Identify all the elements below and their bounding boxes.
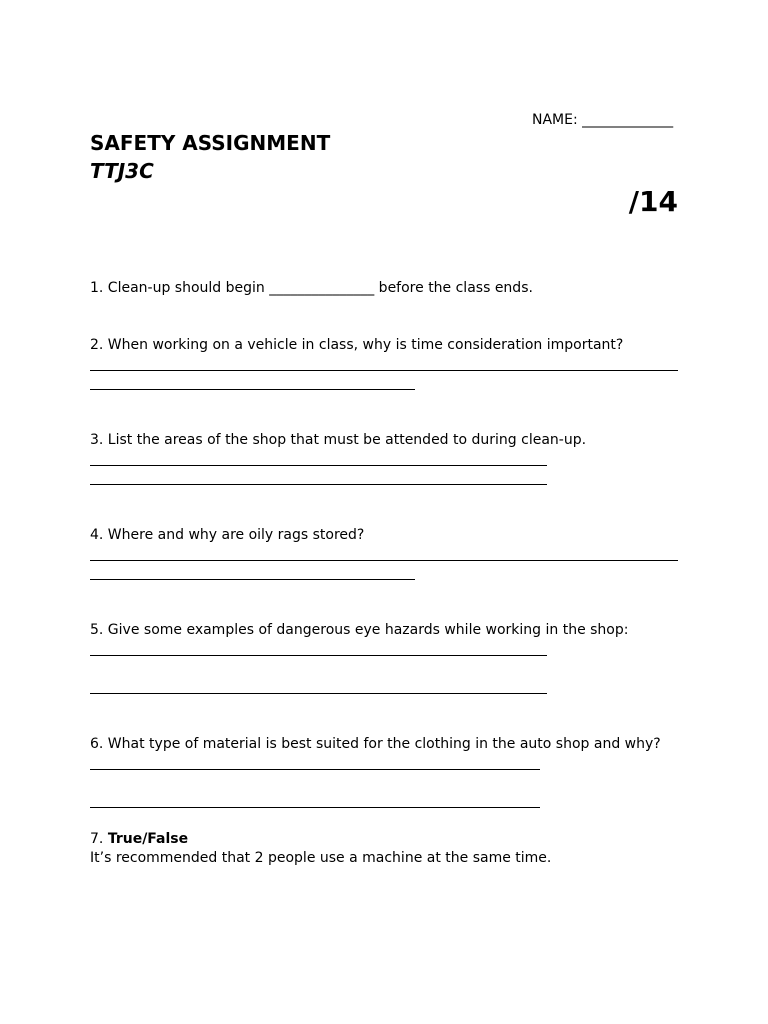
name-field[interactable]: NAME: _____________ [532, 112, 674, 128]
answer-line-4b[interactable] [90, 579, 415, 580]
question-7-number: 7. [90, 831, 108, 847]
answer-line-2a[interactable] [90, 370, 678, 371]
course-code: TTJ3C [90, 159, 154, 183]
true-false-label: True/False [107, 831, 189, 847]
question-6: 6. What type of material is best suited for the clothing in the auto shop and why? [90, 736, 661, 752]
total-score: /14 [628, 185, 678, 218]
answer-line-6a[interactable] [90, 769, 540, 770]
answer-line-3b[interactable] [90, 484, 547, 485]
question-5: 5. Give some examples of dangerous eye hazards while working in the shop: [90, 622, 629, 638]
answer-line-2b[interactable] [90, 389, 415, 390]
question-3: 3. List the areas of the shop that must be attended to during clean-up. [90, 432, 587, 448]
answer-line-3a[interactable] [90, 465, 547, 466]
question-2: 2. When working on a vehicle in class, why is time consideration important? [90, 337, 624, 353]
question-7-statement: It’s recommended that 2 people use a machine at the same time. [90, 850, 552, 866]
question-4: 4. Where and why are oily rags stored? [90, 527, 365, 543]
question-7 [90, 830, 188, 848]
assignment-title: SAFETY ASSIGNMENT [90, 131, 331, 155]
answer-line-4a[interactable] [90, 560, 678, 561]
answer-line-5a[interactable] [90, 655, 547, 656]
answer-line-5b[interactable] [90, 693, 547, 694]
answer-line-6b[interactable] [90, 807, 540, 808]
question-1: 1. Clean-up should begin _______________ before the class ends. [90, 280, 533, 296]
